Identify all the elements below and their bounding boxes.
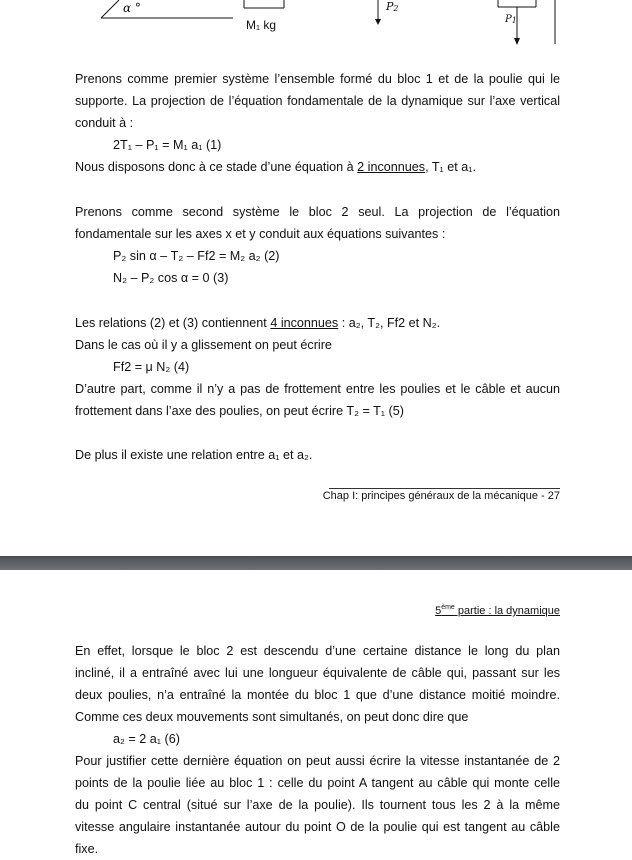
text-line: D’autre part, comme il n’y a pas de frottement entre les poulies et le câble et aucun [75,382,560,396]
text-line: Nous disposons donc à ce stade d’une équation à 2 inconnues, T₁ et a₁. [75,160,477,174]
text-line: Comme ces deux mouvements sont simultanés, on peut donc dire que [75,710,469,724]
p1-label: $P_1$ [505,14,517,25]
text-line: Pour justifier cette dernière équation on peut aussi écrire la vitesse instantanée de 2 [75,754,560,768]
p2-arrow-head [375,19,381,25]
text-line: fondamentale sur les axes x et y conduit aux équations suivantes : [75,227,446,241]
page-header: 5ème partie : la dynamique [435,604,560,617]
text-line: Dans le cas où il y a glissement on peut écrire [75,338,332,352]
mechanics-figure [0,0,632,46]
text-line: du point C central (situé sur l’axe de la poulie). Ils tournent tous les 2 à la même [75,798,560,812]
equation-3: N₂ – P₂ cos α = 0 (3) [113,271,229,285]
incline-line [101,0,119,18]
text-line: frottement dans l’axe des poulies, on peut écrire T₂ = T₁ (5) [75,404,404,418]
text-line: incliné, il a entraîné avec lui une longueur équivalente de câble qui, passant sur les [75,666,560,680]
text-line: Prenons comme second système le bloc 2 seul. La projection de l’équation [75,205,560,219]
page-bottom [0,570,632,860]
p2-label: $P_2$ [386,0,399,13]
text-line: vitesse angulaire instantanée autour du point O de la poulie qui est tangent au câble [75,820,560,834]
text-line: En effet, lorsque le bloc 2 est descendu d’une certaine distance le long du plan [75,644,560,658]
text-line: supporte. La projection de l’équation fondamentale de la dynamique sur l’axe vertical [75,94,560,108]
page-footer: Chap I: principes généraux de la mécanique - 27 [322,490,560,502]
equation-2: P₂ sin α – T₂ – Ff2 = M₂ a₂ (2) [113,249,280,263]
equation-4: Ff2 = μ N₂ (4) [113,360,190,374]
equation-6: a₂ = 2 a₁ (6) [113,732,180,746]
text-line: deux poulies, n’a entraîné la montée du bloc 1 que d’une distance moitié moindre. [75,688,560,702]
text-line: De plus il existe une relation entre a₁ et a₂. [75,448,313,462]
p1-arrow-head [514,38,520,45]
footer-rule [329,488,560,489]
text-line: Les relations (2) et (3) contiennent 4 inconnues : a₂, T₂, Ff2 et N₂. [75,316,441,330]
text-line: conduit à : [75,116,134,130]
text-line: Prenons comme premier système l’ensemble formé du bloc 1 et de la poulie qui le [75,72,560,86]
text-line: fixe. [75,842,99,856]
angle-label: α ° [123,1,141,15]
page-separator [0,556,632,570]
text-line: points de la poulie liée au bloc 1 : celle du point A tangent au câble qui monte celle [75,776,560,790]
equation-1: 2T₁ – P₁ = M₁ a₁ (1) [113,138,222,152]
mass-label: M₁ kg [246,18,277,32]
